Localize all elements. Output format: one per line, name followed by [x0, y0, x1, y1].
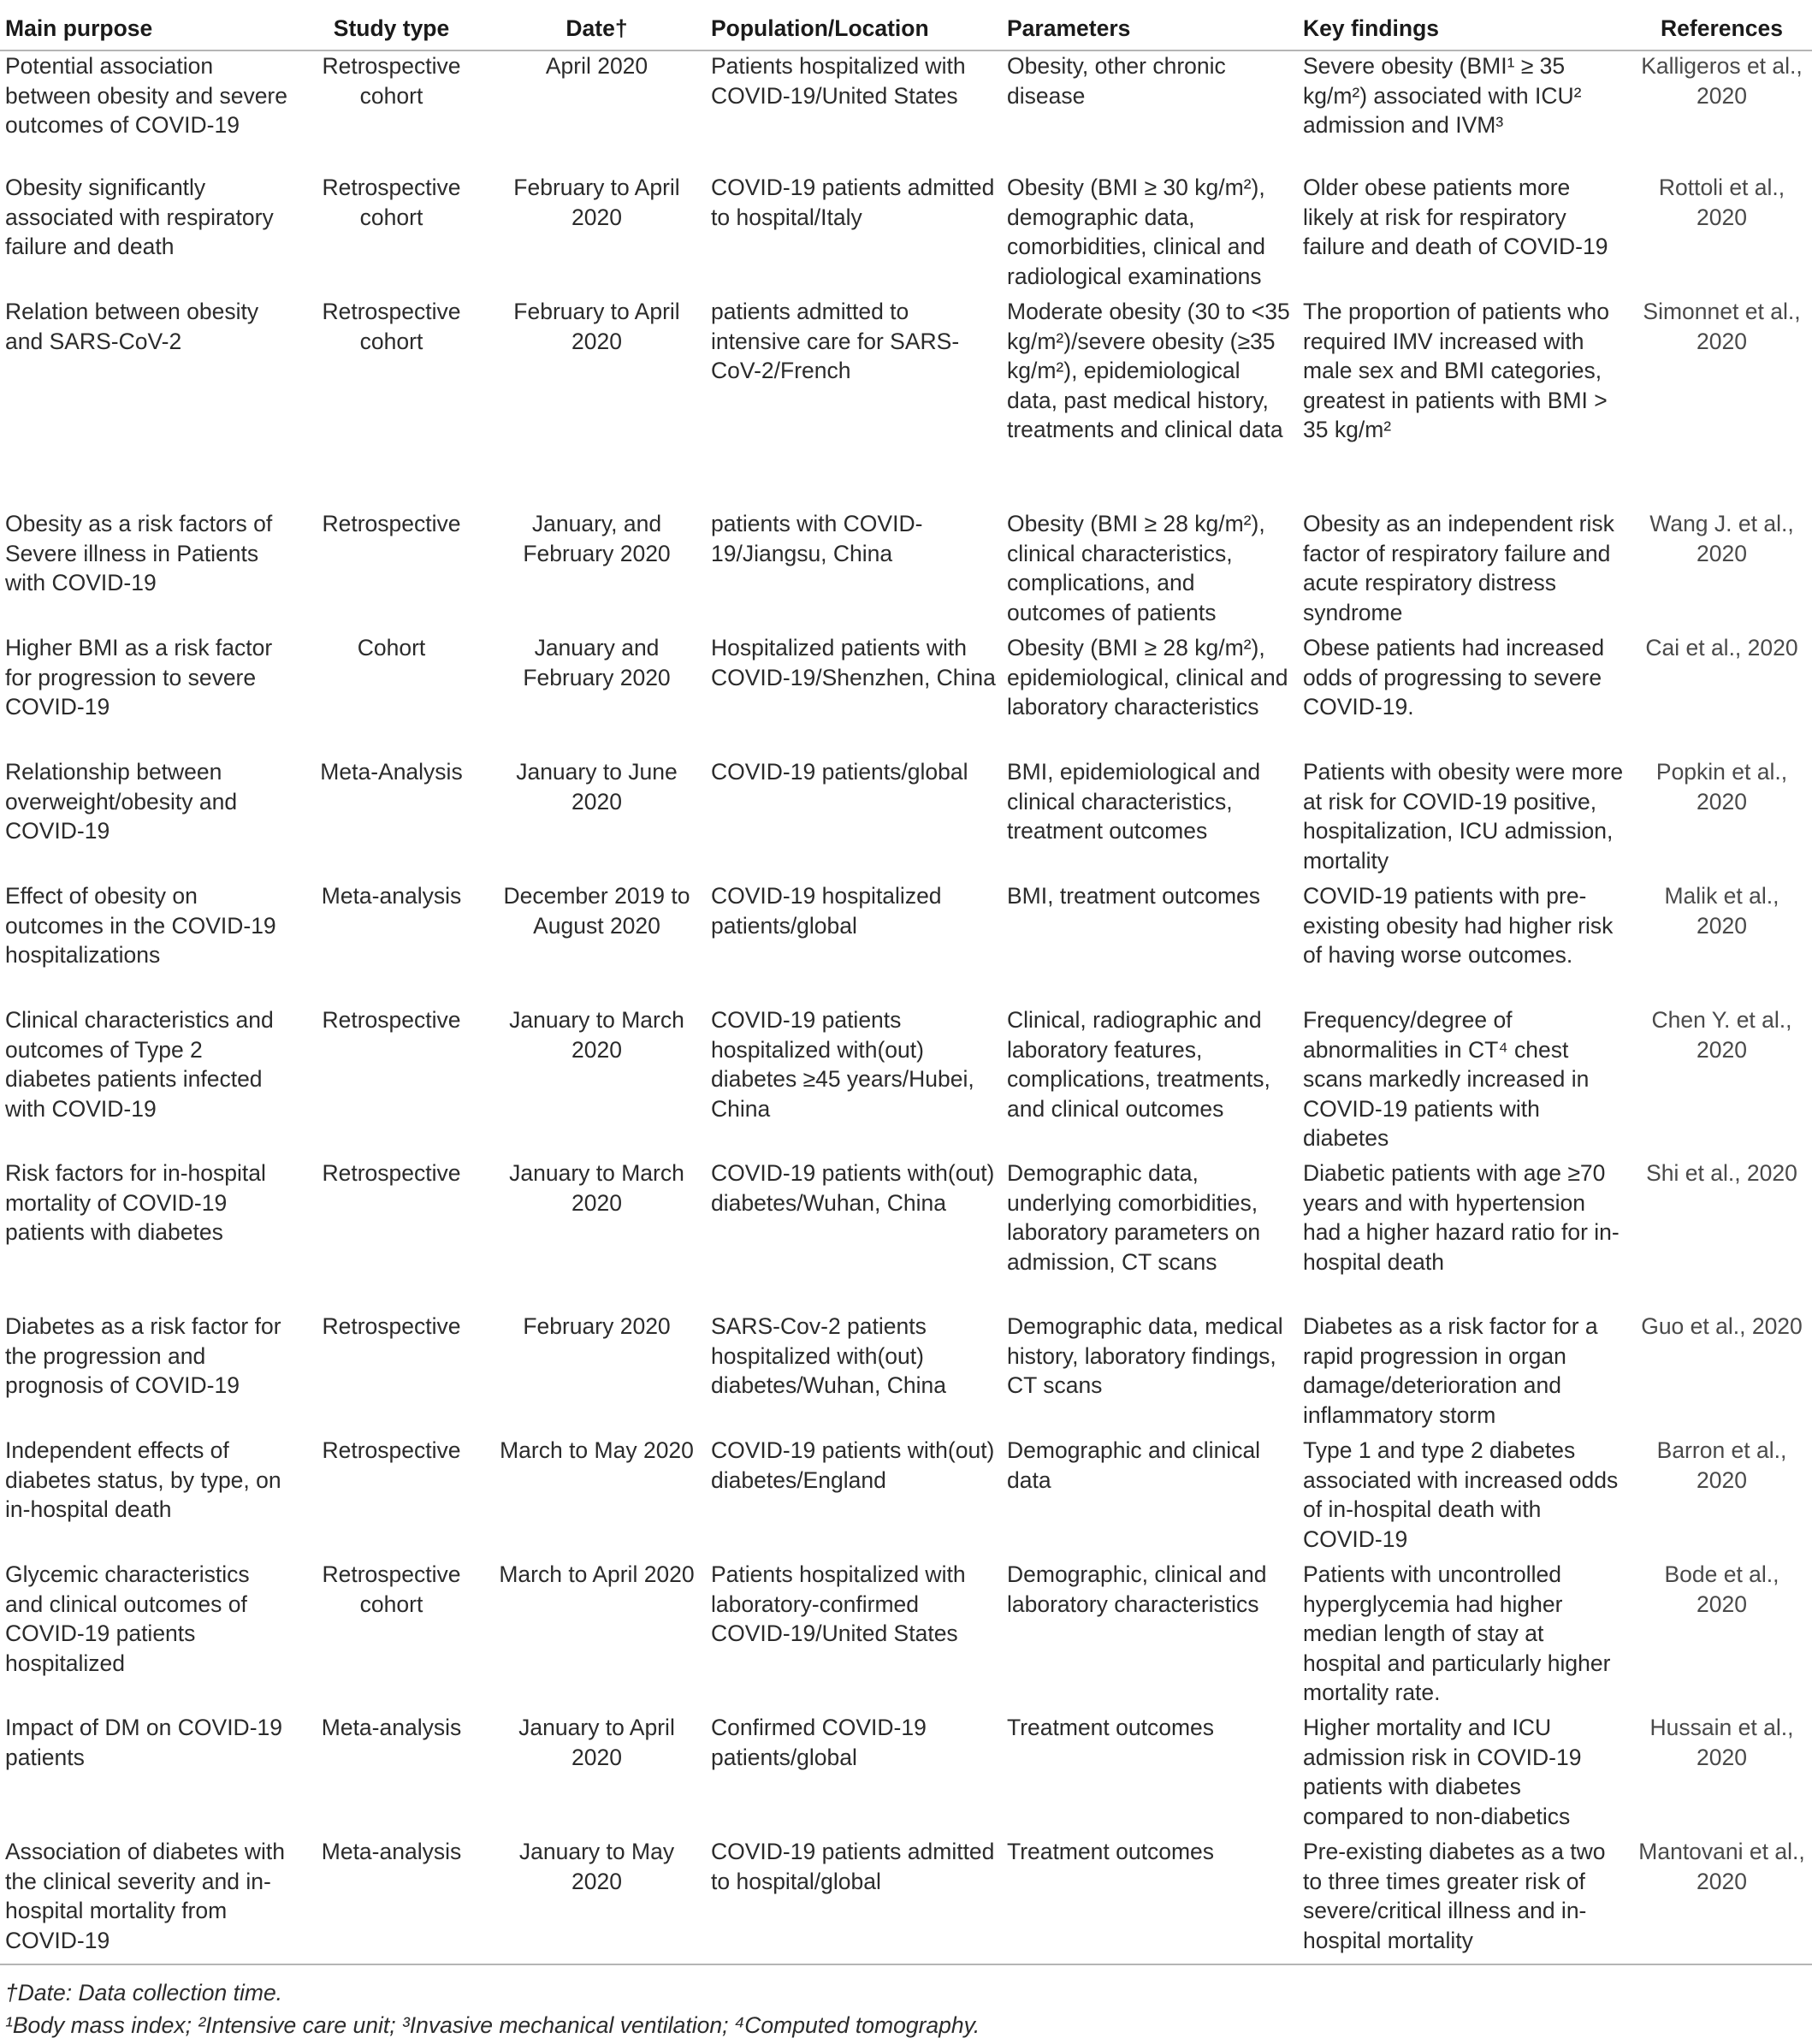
cell-date: March to May 2020 — [500, 1437, 694, 1463]
table-row — [0, 1560, 1812, 1713]
cell-study-type: Meta-Analysis — [320, 759, 463, 785]
cell-study-type: Retrospective — [322, 1313, 461, 1339]
cell-purpose: Potential association between obesity and severe outcomes of COVID-19 — [5, 53, 287, 138]
cell-population: COVID-19 patients hospitalized with(out) diabetes ≥45 years/Hubei, China — [711, 1007, 974, 1122]
cell-study-type: Meta-analysis — [295, 1837, 488, 1964]
cell-date: December 2019 to August 2020 — [503, 883, 690, 939]
cell-reference: Cai et al., 2020 — [1645, 635, 1798, 661]
cell-date: March to April 2020 — [499, 1561, 695, 1587]
cell-findings: The proportion of patients who required IMV increased with male sex and BMI categories, greatest in patients with BMI > 35 kg/m² — [1303, 299, 1609, 442]
cell-study-type: Meta-analysis — [321, 883, 462, 909]
footnote-abbreviations: ¹Body mass index; ²Intensive care unit; ³Invasive mechanical ventilation; ⁴Computed tomography. — [5, 2012, 980, 2038]
cell-population: COVID-19 patients with(out) diabetes/Wuhan, China — [711, 1160, 995, 1216]
cell-parameters: Obesity (BMI ≥ 30 kg/m²), demographic data, comorbidities, clinical and radiological examinations — [1007, 175, 1265, 289]
cell-findings: Severe obesity (BMI¹ ≥ 35 kg/m²) associated with ICU² admission and IVM³ — [1303, 53, 1582, 138]
cell-findings: Type 1 and type 2 diabetes associated with increased odds of in-hospital death with COVID-19 — [1303, 1437, 1619, 1552]
cell-findings: Frequency/degree of abnormalities in CT⁴ chest scans markedly increased in COVID-19 patients with diabetes — [1303, 1007, 1590, 1151]
header-references: References — [1631, 5, 1812, 50]
cell-population: patients with COVID-19/Jiangsu, China — [711, 511, 923, 566]
cell-reference: Kalligeros et al., 2020 — [1641, 53, 1803, 109]
table-row — [0, 1312, 1812, 1436]
cell-study-type: Retrospective cohort — [322, 299, 461, 354]
table-row — [0, 1005, 1812, 1158]
table-row — [0, 50, 1812, 173]
cell-parameters: Obesity (BMI ≥ 28 kg/m²), epidemiological, clinical and laboratory characteristics — [1007, 635, 1288, 720]
header-population-location: Population/Location — [706, 5, 1002, 50]
cell-date: January and February 2020 — [523, 635, 671, 690]
table-row — [0, 757, 1812, 881]
header-key-findings: Key findings — [1298, 5, 1631, 50]
cell-date: February to April 2020 — [513, 299, 680, 354]
cell-findings: Patients with obesity were more at risk for COVID-19 positive, hospitalization, ICU admission, mortality — [1303, 759, 1624, 874]
cell-reference: Popkin et al., 2020 — [1655, 759, 1788, 815]
header-parameters: Parameters — [1002, 5, 1298, 50]
table-row — [0, 509, 1812, 633]
cell-parameters: BMI, epidemiological and clinical characteristics, treatment outcomes — [1007, 759, 1261, 844]
cell-parameters: Obesity (BMI ≥ 28 kg/m²), clinical characteristics, complications, and outcomes of patients — [1007, 511, 1265, 625]
cell-purpose: Glycemic characteristics and clinical outcomes of COVID-19 patients hospitalized — [5, 1561, 250, 1676]
studies-table — [0, 5, 1812, 1965]
footnote-date: †Date: Data collection time. — [5, 1980, 283, 2005]
table-row — [0, 173, 1812, 297]
cell-date: January, and February 2020 — [523, 511, 671, 566]
cell-population: COVID-19 patients with(out) diabetes/England — [711, 1437, 995, 1493]
cell-population: COVID-19 hospitalized patients/global — [711, 883, 942, 939]
table-row — [0, 633, 1812, 757]
cell-purpose: Higher BMI as a risk factor for progression to severe COVID-19 — [5, 635, 273, 720]
cell-population: SARS-Cov-2 patients hospitalized with(out) diabetes/Wuhan, China — [711, 1313, 947, 1398]
cell-study-type: Retrospective cohort — [322, 175, 461, 230]
cell-purpose: Independent effects of diabetes status, by type, on in-hospital death — [5, 1437, 281, 1522]
cell-parameters: Moderate obesity (30 to <35 kg/m²)/severe obesity (≥35 kg/m²), epidemiological data, past medical history, treatments and clinical data — [1007, 299, 1290, 442]
cell-study-type: Retrospective — [322, 1437, 461, 1463]
cell-study-type: Meta-analysis — [321, 1715, 462, 1740]
cell-study-type: Retrospective — [322, 1007, 461, 1033]
header-main-purpose: Main purpose — [0, 5, 295, 50]
cell-reference: Chen Y. et al., 2020 — [1651, 1007, 1792, 1063]
cell-purpose: Obesity significantly associated with respiratory failure and death — [5, 175, 274, 259]
cell-study-type: Cohort — [357, 635, 426, 661]
cell-reference: Hussain et al., 2020 — [1649, 1715, 1794, 1770]
cell-date: January to June 2020 — [516, 759, 678, 815]
cell-population: patients admitted to intensive care for SARS-CoV-2/French — [711, 299, 960, 383]
cell-findings: Diabetes as a risk factor for a rapid progression in organ damage/deterioration and inflammatory storm — [1303, 1313, 1598, 1428]
cell-reference: Shi et al., 2020 — [1646, 1160, 1797, 1186]
header-study-type: Study type — [295, 5, 488, 50]
table-row — [0, 1713, 1812, 1837]
cell-findings: Obese patients had increased odds of progressing to severe COVID-19. — [1303, 635, 1605, 720]
cell-parameters: Clinical, radiographic and laboratory features, complications, treatments, and clinical outcomes — [1007, 1007, 1270, 1122]
cell-purpose: Diabetes as a risk factor for the progression and prognosis of COVID-19 — [5, 1313, 281, 1398]
table-row — [0, 881, 1812, 1005]
cell-purpose: Risk factors for in-hospital mortality of COVID-19 patients with diabetes — [5, 1160, 266, 1245]
cell-population: Patients hospitalized with COVID-19/United States — [711, 53, 966, 109]
table-footnotes — [0, 1976, 1812, 2041]
cell-study-type: Retrospective cohort — [322, 53, 461, 109]
cell-population: Confirmed COVID-19 patients/global — [711, 1715, 927, 1770]
cell-reference: Malik et al., 2020 — [1664, 883, 1779, 939]
cell-reference: Simonnet et al., 2020 — [1643, 299, 1801, 354]
cell-parameters: Demographic data, medical history, laboratory findings, CT scans — [1007, 1313, 1283, 1398]
cell-study-type: Retrospective cohort — [322, 1561, 461, 1617]
cell-date: January to April 2020 — [518, 1715, 675, 1770]
table-row — [0, 1158, 1812, 1312]
cell-date: April 2020 — [545, 53, 648, 79]
cell-purpose: Obesity as a risk factors of Severe illness in Patients with COVID-19 — [5, 511, 273, 595]
cell-date: January to March 2020 — [509, 1007, 684, 1063]
cell-study-type: Retrospective — [322, 1160, 461, 1186]
cell-population: Hospitalized patients with COVID-19/Shenzhen, China — [711, 635, 996, 690]
cell-purpose: Relation between obesity and SARS-CoV-2 — [5, 299, 259, 354]
table-row — [0, 1837, 1812, 1964]
cell-date: January to May 2020 — [488, 1837, 706, 1964]
cell-findings: Older obese patients more likely at risk for respiratory failure and death of COVID-19 — [1303, 175, 1608, 259]
cell-parameters: BMI, treatment outcomes — [1007, 883, 1261, 909]
cell-reference: Wang J. et al., 2020 — [1649, 511, 1794, 566]
cell-parameters: Treatment outcomes — [1007, 1715, 1215, 1740]
table-header-row — [0, 5, 1812, 50]
cell-purpose: Impact of DM on COVID-19 patients — [5, 1715, 282, 1770]
cell-study-type: Retrospective — [322, 511, 461, 536]
cell-date: February 2020 — [523, 1313, 671, 1339]
cell-purpose: Association of diabetes with the clinical severity and in-hospital mortality from COVID-19 — [0, 1837, 295, 1964]
cell-parameters: Obesity, other chronic disease — [1007, 53, 1226, 109]
cell-reference: Guo et al., 2020 — [1641, 1313, 1803, 1339]
cell-population: COVID-19 patients admitted to hospital/global — [706, 1837, 1002, 1964]
table-row — [0, 1436, 1812, 1560]
cell-reference: Bode et al., 2020 — [1664, 1561, 1779, 1617]
header-date: Date† — [488, 5, 706, 50]
cell-purpose: Clinical characteristics and outcomes of Type 2 diabetes patients infected with COVID-19 — [5, 1007, 274, 1122]
cell-findings: Higher mortality and ICU admission risk in COVID-19 patients with diabetes compared to non-diabetics — [1303, 1715, 1582, 1829]
cell-reference: Barron et al., 2020 — [1656, 1437, 1787, 1493]
cell-reference: Mantovani et al., 2020 — [1631, 1837, 1812, 1964]
cell-findings: Pre-existing diabetes as a two to three times greater risk of severe/critical illness and in-hospital mortality — [1298, 1837, 1631, 1964]
cell-findings: Patients with uncontrolled hyperglycemia had higher median length of stay at hospital and particularly higher mortality rate. — [1303, 1561, 1611, 1705]
cell-parameters: Demographic, clinical and laboratory characteristics — [1007, 1561, 1267, 1617]
cell-findings: Obesity as an independent risk factor of respiratory failure and acute respiratory distress syndrome — [1303, 511, 1614, 625]
cell-population: COVID-19 patients admitted to hospital/Italy — [711, 175, 995, 230]
cell-purpose: Relationship between overweight/obesity and COVID-19 — [5, 759, 238, 844]
cell-population: Patients hospitalized with laboratory-confirmed COVID-19/United States — [711, 1561, 966, 1646]
cell-findings: Diabetic patients with age ≥70 years and with hypertension had a higher hazard ratio for in-hospital death — [1303, 1160, 1620, 1275]
cell-reference: Rottoli et al., 2020 — [1658, 175, 1785, 230]
cell-parameters: Treatment outcomes — [1002, 1837, 1298, 1964]
cell-population: COVID-19 patients/global — [711, 759, 968, 785]
cell-date: February to April 2020 — [513, 175, 680, 230]
cell-parameters: Demographic data, underlying comorbidities, laboratory parameters on admission, CT scans — [1007, 1160, 1261, 1275]
table-row — [0, 297, 1812, 509]
cell-findings: COVID-19 patients with pre-existing obesity had higher risk of having worse outcomes. — [1303, 883, 1614, 968]
cell-date: January to March 2020 — [509, 1160, 684, 1216]
cell-purpose: Effect of obesity on outcomes in the COVID-19 hospitalizations — [5, 883, 276, 968]
cell-parameters: Demographic and clinical data — [1007, 1437, 1261, 1493]
